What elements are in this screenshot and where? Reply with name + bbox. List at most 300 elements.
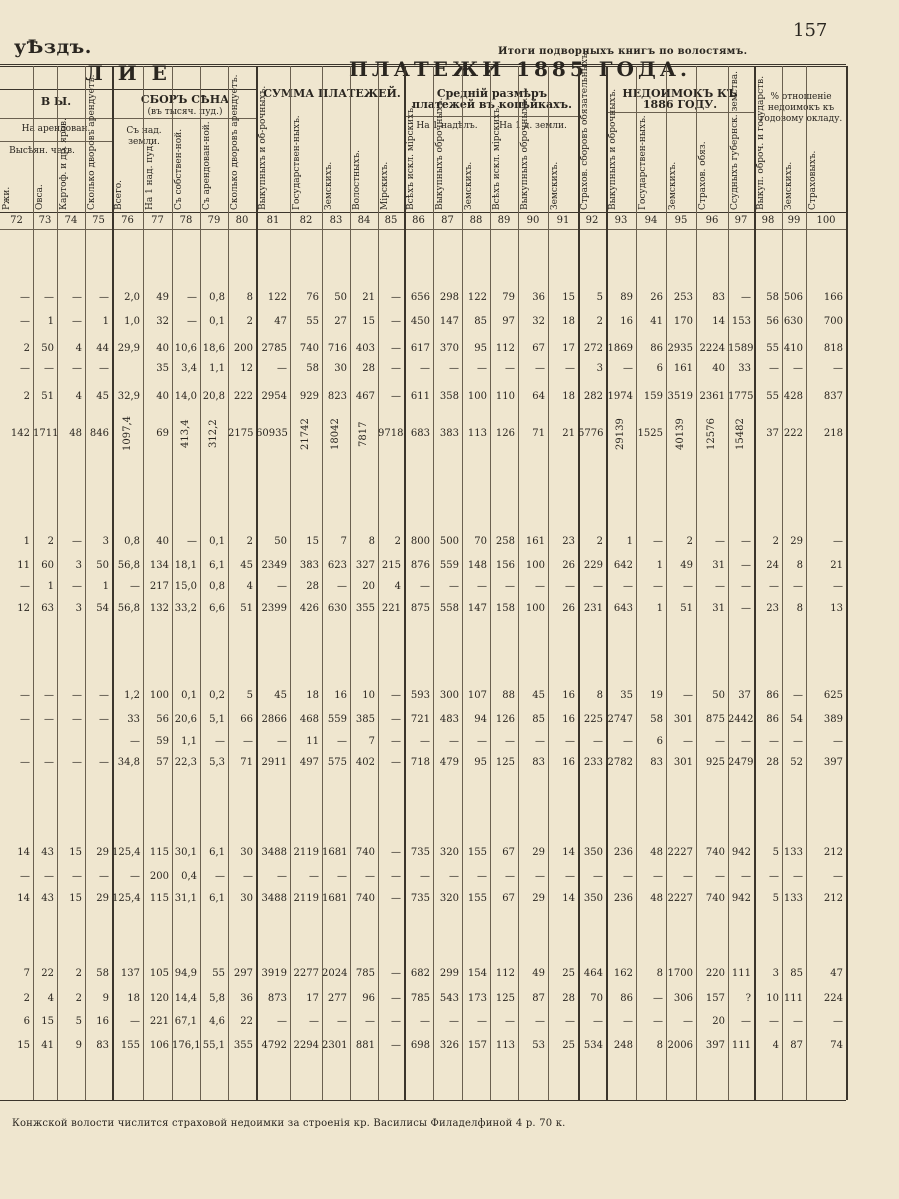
table-cell: 740 xyxy=(705,847,725,858)
table-cell: 173 xyxy=(467,993,487,1004)
table-cell: 8 xyxy=(656,1040,663,1051)
table-cell: — xyxy=(741,871,751,882)
table-cell: 385 xyxy=(355,714,375,725)
table-cell: 126 xyxy=(495,714,515,725)
column-header: Съ собствен-ной. xyxy=(174,128,184,210)
table-cell: 40 xyxy=(156,536,169,547)
table-cell: 2 xyxy=(47,536,54,547)
table-cell: 14 xyxy=(712,316,725,327)
table-cell: 1 xyxy=(656,560,663,571)
footnote: Конжской волости числится страховой недоимки за строенiя кр. Василисы Филаделфиной 4 р. 70 к. xyxy=(12,1118,566,1129)
table-cell: 212 xyxy=(823,893,843,904)
column-header: Ссудныхъ губернск. земства. xyxy=(730,70,740,210)
column-header: Земскихъ. xyxy=(324,161,334,210)
table-cell: 355 xyxy=(355,603,375,614)
table-cell: 721 xyxy=(410,714,430,725)
column-number: 76 xyxy=(121,215,134,226)
table-cell: 125 xyxy=(495,757,515,768)
table-cell: — xyxy=(769,736,779,747)
column-header: Всѣхъ искл. мiрскихъ. xyxy=(406,105,416,210)
column-header: Волостныхъ. xyxy=(352,149,362,210)
table-cell: 2911 xyxy=(261,757,287,768)
table-cell: 873 xyxy=(267,993,287,1004)
table-cell: — xyxy=(833,736,843,747)
column-header: Земскихъ. xyxy=(550,161,560,210)
table-cell: 272 xyxy=(583,343,603,354)
table-cell: — xyxy=(683,1016,693,1027)
table-cell: 1589 xyxy=(728,343,754,354)
table-cell: 4 xyxy=(75,343,82,354)
column-number: 97 xyxy=(734,215,748,226)
table-cell: 5 xyxy=(772,847,779,858)
table-cell: 20,6 xyxy=(174,714,197,725)
table-cell: — xyxy=(391,893,401,904)
table-cell: — xyxy=(391,736,401,747)
table-cell: — xyxy=(715,736,725,747)
table-cell: — xyxy=(215,736,225,747)
table-cell: 100 xyxy=(149,690,169,701)
table-cell: 48 xyxy=(650,893,663,904)
table-cell: 800 xyxy=(410,536,430,547)
table-cell: — xyxy=(477,736,487,747)
table-cell: — xyxy=(391,292,401,303)
table-cell: 19 xyxy=(650,690,663,701)
table-cell: 785 xyxy=(355,968,375,979)
table-cell: 94 xyxy=(474,714,487,725)
column-header: Выкупныхъ и об-рочныхъ. xyxy=(258,85,268,210)
table-cell: 64 xyxy=(532,391,545,402)
table-cell: 2954 xyxy=(261,391,287,402)
table-cell: 224 xyxy=(823,993,843,1004)
table-cell: 1 xyxy=(23,536,30,547)
table-cell: 157 xyxy=(705,993,725,1004)
group-hay-unit: (въ тысяч. пуд.) xyxy=(147,107,223,117)
table-cell: — xyxy=(391,690,401,701)
table-cell: — xyxy=(769,1016,779,1027)
table-cell: — xyxy=(420,871,430,882)
table-cell: 642 xyxy=(613,560,633,571)
table-cell: 2 xyxy=(75,993,82,1004)
table-cell: 60935 xyxy=(256,428,288,439)
group-sum: СУММА ПЛАТЕЖЕЙ. xyxy=(263,87,401,100)
table-cell: 370 xyxy=(439,343,459,354)
table-cell: 56 xyxy=(766,316,779,327)
table-cell: — xyxy=(277,736,287,747)
table-cell: — xyxy=(420,581,430,592)
table-cell: 2 xyxy=(596,316,603,327)
table-cell: 5,8 xyxy=(209,993,225,1004)
column-number: 95 xyxy=(674,215,688,226)
table-cell: 5776 xyxy=(578,428,604,439)
table-cell: 96 xyxy=(362,993,375,1004)
column-number: 100 xyxy=(816,215,836,226)
table-cell: 2 xyxy=(23,993,30,1004)
table-cell: 37 xyxy=(738,690,751,701)
table-cell: 0,8 xyxy=(209,292,225,303)
table-cell: 49 xyxy=(156,292,169,303)
table-cell: — xyxy=(99,714,109,725)
table-cell: 231 xyxy=(583,603,603,614)
table-cell: 2006 xyxy=(667,1040,693,1051)
table-cell: 89 xyxy=(620,292,633,303)
header-bottom-rule xyxy=(0,212,846,213)
table-cell: 59 xyxy=(156,736,169,747)
table-cell: 0,1 xyxy=(181,690,197,701)
table-cell: 51 xyxy=(240,603,253,614)
table-cell: 9 xyxy=(102,993,109,1004)
table-cell: 18 xyxy=(562,316,575,327)
table-cell: — xyxy=(391,847,401,858)
table-cell: 389 xyxy=(823,714,843,725)
table-cell: 282 xyxy=(583,391,603,402)
table-cell: — xyxy=(20,316,30,327)
column-number: 94 xyxy=(644,215,658,226)
table-cell: 50 xyxy=(274,536,287,547)
table-cell: 28 xyxy=(562,993,575,1004)
table-cell: 35 xyxy=(620,690,633,701)
sub-per-allot: На 1 надѣлъ. xyxy=(416,121,478,131)
table-cell: 115 xyxy=(149,847,169,858)
table-cell: 21 xyxy=(562,428,575,439)
table-cell: 60 xyxy=(41,560,54,571)
table-cell: 133 xyxy=(783,893,803,904)
table-cell: — xyxy=(44,363,54,374)
table-cell: — xyxy=(20,871,30,882)
table-cell: 327 xyxy=(355,560,375,571)
table-cell: 157 xyxy=(467,1040,487,1051)
table-cell: 2227 xyxy=(667,893,693,904)
table-cell: 258 xyxy=(495,536,515,547)
table-cell: 876 xyxy=(410,560,430,571)
table-cell: 785 xyxy=(410,993,430,1004)
table-cell: 88 xyxy=(502,690,515,701)
table-cell: — xyxy=(535,363,545,374)
table-cell: 740 xyxy=(299,343,319,354)
table-cell: ? xyxy=(745,993,751,1004)
table-cell: 500 xyxy=(439,536,459,547)
table-cell: — xyxy=(130,736,140,747)
table-cell: — xyxy=(833,1016,843,1027)
table-cell: — xyxy=(72,690,82,701)
table-cell: 716 xyxy=(327,343,347,354)
table-cell: 111 xyxy=(731,968,751,979)
table-cell: 148 xyxy=(467,560,487,571)
table-cell: 40 xyxy=(712,363,725,374)
table-cell: — xyxy=(623,871,633,882)
table-cell: 18 xyxy=(562,391,575,402)
table-cell: 2782 xyxy=(607,757,633,768)
column-number: 78 xyxy=(179,215,193,226)
column-number: 77 xyxy=(151,215,164,226)
table-cell: 49 xyxy=(680,560,693,571)
table-cell: 11 xyxy=(17,560,30,571)
table-cell: — xyxy=(769,871,779,882)
column-header: Земскихъ. xyxy=(784,161,794,210)
table-cell: 97 xyxy=(502,316,515,327)
table-cell: 3 xyxy=(75,560,82,571)
table-cell: 22,3 xyxy=(174,757,197,768)
table-cell: 170 xyxy=(673,316,693,327)
table-cell: — xyxy=(505,363,515,374)
table-cell: 132 xyxy=(149,603,169,614)
column-header: Выкуп. оброч. и государств. xyxy=(756,75,766,210)
table-cell: 397 xyxy=(823,757,843,768)
table-cell: 450 xyxy=(410,316,430,327)
table-cell: — xyxy=(793,1016,803,1027)
table-cell: 2224 xyxy=(699,343,725,354)
table-cell: 426 xyxy=(299,603,319,614)
table-cell: 2301 xyxy=(322,1040,348,1051)
table-cell: 2935 xyxy=(667,343,693,354)
table-cell: — xyxy=(72,536,82,547)
table-cell: 111 xyxy=(731,1040,751,1051)
table-cell: 10 xyxy=(362,690,375,701)
table-cell: — xyxy=(277,363,287,374)
table-cell: 31 xyxy=(712,560,725,571)
column-header: Государствен-ныхъ. xyxy=(638,115,648,210)
table-cell: — xyxy=(741,581,751,592)
table-cell: — xyxy=(72,316,82,327)
table-cell: 3 xyxy=(596,363,603,374)
table-cell: 20,8 xyxy=(202,391,225,402)
table-cell: 29 xyxy=(96,893,109,904)
table-cell: 14 xyxy=(562,847,575,858)
table-cell: 7 xyxy=(368,736,375,747)
table-cell: — xyxy=(72,871,82,882)
table-cell: 36 xyxy=(532,292,545,303)
table-cell: — xyxy=(391,757,401,768)
table-cell: 94,9 xyxy=(174,968,197,979)
table-cell: 56,8 xyxy=(117,560,140,571)
table-cell: 25 xyxy=(562,1040,575,1051)
table-cell: — xyxy=(72,714,82,725)
table-cell: — xyxy=(44,292,54,303)
table-cell: 8 xyxy=(656,968,663,979)
table-cell: 43 xyxy=(41,893,54,904)
table-cell: 735 xyxy=(410,847,430,858)
table-cell: — xyxy=(99,871,109,882)
table-cell: — xyxy=(769,581,779,592)
table-cell: 625 xyxy=(823,690,843,701)
column-number: 83 xyxy=(329,215,343,226)
table-cell: 161 xyxy=(525,536,545,547)
table-cell: — xyxy=(593,1016,603,1027)
table-cell: 161 xyxy=(673,363,693,374)
table-cell: 682 xyxy=(410,968,430,979)
table-cell: — xyxy=(20,714,30,725)
table-cell: — xyxy=(477,581,487,592)
table-cell: 55 xyxy=(306,316,319,327)
table-cell: 1711 xyxy=(33,428,59,439)
table-cell: 16 xyxy=(562,690,575,701)
table-cell: 698 xyxy=(410,1040,430,1051)
table-cell: 217 xyxy=(149,581,169,592)
table-cell: — xyxy=(20,363,30,374)
table-cell: — xyxy=(277,581,287,592)
table-cell: 71 xyxy=(240,757,253,768)
table-cell: — xyxy=(535,736,545,747)
table-cell: 1,2 xyxy=(124,690,140,701)
column-number: 75 xyxy=(92,215,105,226)
table-cell: 9718 xyxy=(378,428,404,439)
table-cell: 297 xyxy=(233,968,253,979)
table-cell: — xyxy=(187,316,197,327)
table-cell: 823 xyxy=(327,391,347,402)
table-cell: 36 xyxy=(240,993,253,1004)
table-cell: — xyxy=(365,871,375,882)
table-cell: 10 xyxy=(766,993,779,1004)
column-header: Картоф. и др. яров. xyxy=(59,118,69,210)
table-cell: 735 xyxy=(410,893,430,904)
table-cell: 656 xyxy=(410,292,430,303)
table-cell: 215 xyxy=(381,560,401,571)
table-cell: 14,4 xyxy=(174,993,197,1004)
table-cell: 15 xyxy=(69,847,82,858)
table-cell: 30,1 xyxy=(174,847,197,858)
column-header: Всѣхъ искл. мiрскихъ. xyxy=(492,105,502,210)
table-cell: 58 xyxy=(306,363,319,374)
table-cell: 1 xyxy=(656,603,663,614)
table-cell: 32 xyxy=(156,316,169,327)
table-cell: 120 xyxy=(149,993,169,1004)
table-cell: 326 xyxy=(439,1040,459,1051)
table-cell: 212 xyxy=(823,847,843,858)
table-cell: — xyxy=(793,581,803,592)
table-cell: 95 xyxy=(474,757,487,768)
table-cell: 2 xyxy=(246,536,253,547)
column-number: 98 xyxy=(761,215,775,226)
table-cell: 22 xyxy=(41,968,54,979)
table-cell: 942 xyxy=(731,893,751,904)
table-cell: 630 xyxy=(327,603,347,614)
group-hay: СБОРЪ СѢНА xyxy=(140,93,230,106)
table-cell: — xyxy=(309,871,319,882)
table-cell: 483 xyxy=(439,714,459,725)
table-cell: 2,0 xyxy=(124,292,140,303)
table-cell: 21742 xyxy=(300,418,311,450)
table-cell: — xyxy=(623,1016,633,1027)
table-cell: 7 xyxy=(340,536,347,547)
table-cell: 58 xyxy=(766,292,779,303)
table-cell: — xyxy=(535,581,545,592)
table-cell: — xyxy=(793,736,803,747)
table-cell: 67 xyxy=(532,343,545,354)
table-cell: 53 xyxy=(532,1040,545,1051)
table-cell: 611 xyxy=(410,391,430,402)
table-cell: — xyxy=(505,736,515,747)
table-cell: 6,1 xyxy=(209,893,225,904)
table-cell: — xyxy=(130,581,140,592)
column-number: 92 xyxy=(585,215,599,226)
sub-hay-alloc: Съ над. земли. xyxy=(126,126,162,147)
table-cell: 4 xyxy=(772,1040,779,1051)
table-cell: 0,1 xyxy=(209,316,225,327)
table-cell: 54 xyxy=(96,603,109,614)
table-cell: 49 xyxy=(532,968,545,979)
table-cell: 1700 xyxy=(667,968,693,979)
table-cell: 617 xyxy=(410,343,430,354)
table-cell: 147 xyxy=(439,316,459,327)
table-cell: 112 xyxy=(495,343,515,354)
table-cell: 575 xyxy=(327,757,347,768)
table-cell: 2 xyxy=(75,968,82,979)
column-number: 88 xyxy=(469,215,483,226)
table-cell: — xyxy=(741,292,751,303)
table-cell: — xyxy=(72,581,82,592)
table-cell: 113 xyxy=(467,428,487,439)
table-cell: 298 xyxy=(439,292,459,303)
table-cell: 28 xyxy=(766,757,779,768)
table-cell: 559 xyxy=(439,560,459,571)
table-cell: 47 xyxy=(274,316,287,327)
column-header: Выкупныхъ оброчныхъ. xyxy=(520,97,530,210)
table-cell: 1 xyxy=(626,536,633,547)
table-cell: 25 xyxy=(562,968,575,979)
table-cell: 402 xyxy=(355,757,375,768)
column-number: 90 xyxy=(526,215,540,226)
table-cell: — xyxy=(277,1016,287,1027)
table-cell: 16 xyxy=(562,714,575,725)
table-cell: 200 xyxy=(149,871,169,882)
table-cell: 16 xyxy=(96,1016,109,1027)
column-number: 89 xyxy=(497,215,511,226)
table-cell: 683 xyxy=(410,428,430,439)
table-cell: 63 xyxy=(41,603,54,614)
column-header: Государствен-ныхъ. xyxy=(292,115,302,210)
table-cell: 301 xyxy=(673,714,693,725)
table-cell: 6 xyxy=(656,363,663,374)
table-cell: 2 xyxy=(23,343,30,354)
table-cell: 3919 xyxy=(261,968,287,979)
table-cell: 2 xyxy=(23,391,30,402)
table-cell: 33 xyxy=(127,714,140,725)
table-cell: 2 xyxy=(596,536,603,547)
table-cell: 115 xyxy=(149,893,169,904)
table-cell: 87 xyxy=(790,1040,803,1051)
table-cell: 1 xyxy=(47,581,54,592)
table-cell: 111 xyxy=(783,993,803,1004)
table-cell: — xyxy=(741,536,751,547)
table-cell: 79 xyxy=(502,292,515,303)
colnum-rule xyxy=(0,229,846,230)
table-cell: 559 xyxy=(327,714,347,725)
table-cell: — xyxy=(365,1016,375,1027)
table-cell: 15 xyxy=(69,893,82,904)
table-cell: — xyxy=(72,757,82,768)
table-cell: 105 xyxy=(149,968,169,979)
table-cell: — xyxy=(337,581,347,592)
table-cell: — xyxy=(130,871,140,882)
column-header: Всего. xyxy=(114,180,124,210)
table-cell: 45 xyxy=(96,391,109,402)
table-cell: 66 xyxy=(240,714,253,725)
table-cell: — xyxy=(793,363,803,374)
table-cell: 137 xyxy=(120,968,140,979)
table-cell: — xyxy=(833,871,843,882)
table-cell: 33,2 xyxy=(174,603,197,614)
table-cell: — xyxy=(623,736,633,747)
table-cell: 18 xyxy=(306,690,319,701)
table-cell: — xyxy=(391,1016,401,1027)
table-cell: 13 xyxy=(830,603,843,614)
table-cell: 133 xyxy=(783,847,803,858)
table-cell: 16 xyxy=(334,690,347,701)
table-cell: — xyxy=(769,363,779,374)
table-cell: 126 xyxy=(495,428,515,439)
table-cell: 942 xyxy=(731,847,751,858)
table-cell: 125,4 xyxy=(112,893,141,904)
table-cell: 30 xyxy=(240,893,253,904)
